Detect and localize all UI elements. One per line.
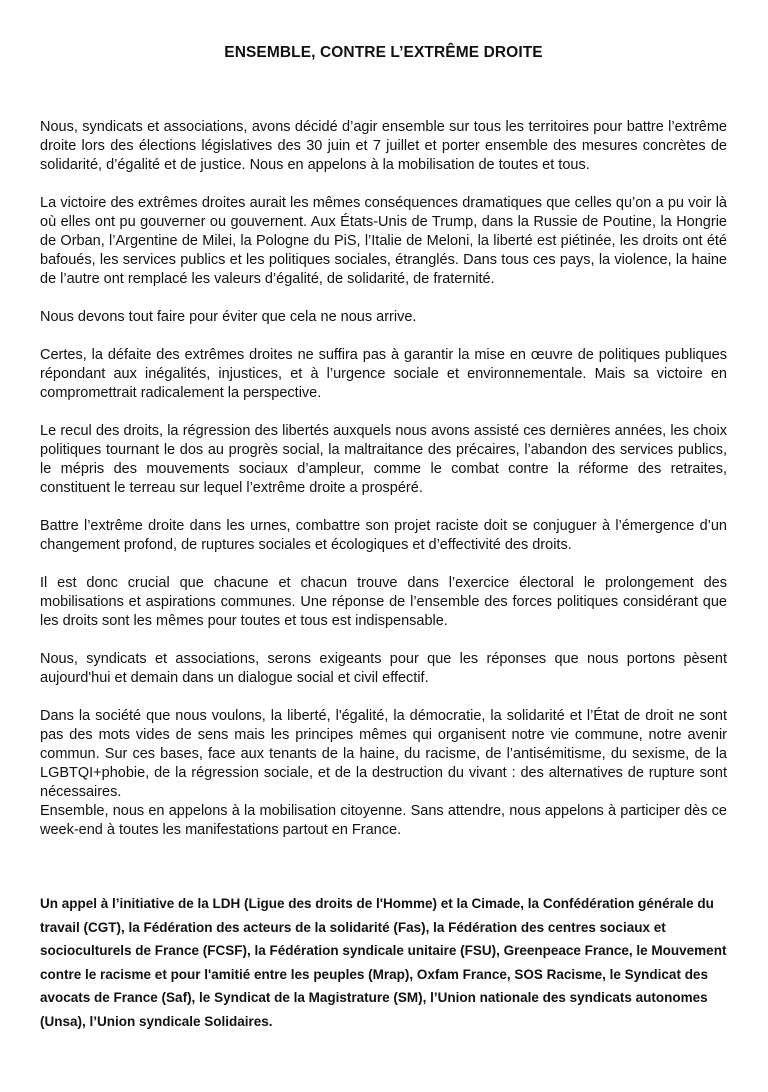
paragraph-6: Battre l’extrême droite dans les urnes, combattre son projet raciste doit se conjuguer à l’émergence d’un changement profond, de ruptures sociales et écologiques et d’effectivité des droits. xyxy=(40,518,727,553)
paragraph-8: Nous, syndicats et associations, serons exigeants pour que les réponses que nous portons pèsent aujourd'hui et demain dans un dialogue social et civil effectif. xyxy=(40,651,727,686)
paragraph-3: Nous devons tout faire pour éviter que cela ne nous arrive. xyxy=(40,309,417,325)
paragraph-2: La victoire des extrêmes droites aurait les mêmes conséquences dramatiques que celles qu’on a pu voir là où elles ont pu gouverner ou gouvernent. Aux États-Unis de Trump, dans la Russie de Poutine, la Hongrie de Orban, l’Argentine de Milei, la Pologne du PiS, l’Italie de Meloni, la liberté est piétinée, les droits ont été bafoués, les services publics et les politiques sociales, étranglés. Dans tous ces pays, la violence, la haine de l’autre ont remplacé les valeurs d’égalité, de solidarité, de fraternité. xyxy=(40,195,727,287)
signatories-paragraph: Un appel à l’initiative de la LDH (Ligue des droits de l'Homme) et la Cimade, la Confédération générale du travail (CGT), la Fédération des acteurs de la solidarité (Fas), la Fédération des centres sociaux et socioculturels de France (FCSF), la Fédération syndicale unitaire (FSU), Greenpeace France, le Mouvement contre le racisme et pour l'amitié entre les peuples (Mrap), Oxfam France, SOS Racisme, le Syndicat des avocats de France (Saf), le Syndicat de la Magistrature (SM), l’Union nationale des syndicats autonomes (Unsa), l’Union syndicale Solidaires. xyxy=(40,896,727,1029)
document-title: ENSEMBLE, CONTRE L’EXTRÊME DROITE xyxy=(224,44,543,61)
paragraph-9: Dans la société que nous voulons, la liberté, l'égalité, la démocratie, la solidarité et l’État de droit ne sont pas des mots vides de sens mais les principes mêmes qui organisent notre vie commune, notre avenir commun. Sur ces bases, face aux tenants de la haine, du racisme, de l’antisémitisme, du sexisme, de la LGBTQI+phobie, de la régression sociale, et de la destruction du vivant : des alternatives de rupture sont nécessaires. xyxy=(40,708,727,800)
paragraph-4: Certes, la défaite des extrêmes droites ne suffira pas à garantir la mise en œuvre de politiques publiques répondant aux inégalités, injustices, et à l’urgence sociale et environnementale. Mais sa victoire en compromettrait radicalement la perspective. xyxy=(40,347,727,401)
document-body xyxy=(40,118,727,840)
paragraph-1: Nous, syndicats et associations, avons décidé d’agir ensemble sur tous les territoires pour battre l’extrême droite lors des élections législatives des 30 juin et 7 juillet et porter ensemble des mesures concrètes de solidarité, d’égalité et de justice. Nous en appelons à la mobilisation de toutes et tous. xyxy=(40,119,727,173)
paragraph-7: Il est donc crucial que chacune et chacun trouve dans l’exercice électoral le prolongement des mobilisations et aspirations communes. Une réponse de l’ensemble des forces politiques considérant que les droits sont les mêmes pour toutes et tous est indispensable. xyxy=(40,575,727,629)
paragraph-10: Ensemble, nous en appelons à la mobilisation citoyenne. Sans attendre, nous appelons à participer dès ce week-end à toutes les manifestations partout en France. xyxy=(40,803,727,838)
paragraph-5: Le recul des droits, la régression des libertés auxquels nous avons assisté ces dernières années, les choix politiques tournant le dos au progrès social, la maltraitance des précaires, l’abandon des services publics, le mépris des mouvements sociaux d’ampleur, comme le combat contre la réforme des retraites, constituent le terreau sur lequel l’extrême droite a prospéré. xyxy=(40,423,727,496)
